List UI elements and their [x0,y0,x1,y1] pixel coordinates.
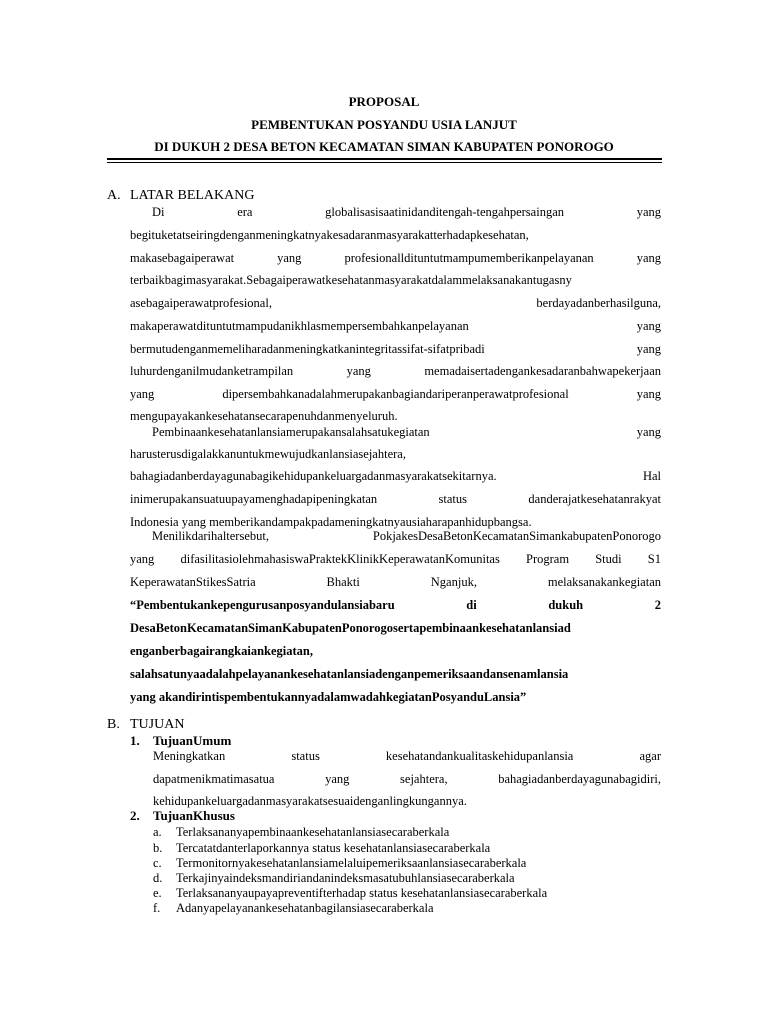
title-underline-thick [107,158,662,160]
quote-line: “Pembentukankepengurusanposyandulansiabaru di dukuh 2 [130,598,661,612]
paragraph-line: asebagaiperawatprofesional, berdayadanberhasilguna, [130,296,661,310]
item-text: Adanyapelayanankesehatanbagilansiasecaraberkala [176,901,434,915]
quote-line: DesaBetonKecamatanSimanKabupatenPonorogosertapembinaankesehatanlansiad [130,621,571,635]
section-a-letter: A. [107,188,121,203]
section-a-title: LATAR BELAKANG [130,188,255,203]
tujuan-khusus-title: TujuanKhusus [153,808,235,823]
paragraph-line: inimerupakansuatuupayamenghadapipeningkatan status danderajatkesehatanrakyat [130,492,661,506]
item-text: Termonitornyakesehatanlansiamelaluipemeriksaanlansiasecaraberkala [176,856,527,870]
paragraph-line: Menilikdarihaltersebut, PokjakesDesaBetonKecamatanSimankabupatenPonorogo [152,529,661,543]
item-letter: b. [153,841,163,855]
paragraph-line: Indonesia yang memberikandampakpadameningkatnyausiaharapanhidupbangsa. [130,515,532,529]
paragraph-line: bermutudenganmemeliharadanmeningkatkanintegritassifat-sifatpribadi yang [130,342,661,356]
item-text: Terkajinyaindeksmandiriandanindeksmasatubuhlansiasecaraberkala [176,871,515,885]
tujuan-khusus-number: 2. [130,808,140,823]
item-letter: e. [153,886,162,900]
tujuan-umum-line: kehidupankeluargadanmasyarakatsesuaidenganlingkungannya. [153,794,467,808]
section-b-letter: B. [107,717,120,732]
paragraph-line: harusterusdigalakkanuntukmewujudkanlansiasejahtera, [130,447,406,461]
paragraph-line: terbaikbagimasyarakat.Sebagaiperawatkesehatanmasyarakatdalammelaksanakantugasny [130,273,572,287]
item-letter: a. [153,825,162,839]
paragraph-line: yang difasilitasiolehmahasiswaPraktekKlinikKeperawatanKomunitas Program Studi S1 [130,552,661,566]
paragraph-line: mengupayakankesehatansecarapenuhdanmenyeluruh. [130,409,398,423]
item-letter: d. [153,871,163,885]
paragraph-line: yang dipersembahkanadalahmerupakanbagiandariperanperawatprofesional yang [130,387,661,401]
tujuan-umum-title: TujuanUmum [153,733,232,748]
quote-line: enganberbagairangkaiankegiatan, [130,644,314,658]
paragraph-line: begituketatseiringdenganmeningkatnyakesadaranmasyarakatterhadapkesehatan, [130,228,529,242]
section-b-title: TUJUAN [130,717,185,732]
item-text: Terlaksananyapembinaankesehatanlansiasecaraberkala [176,825,450,839]
quote-line: salahsatunyaadalahpelayanankesehatanlansiadenganpemeriksaandansenamlansia [130,667,569,681]
quote-line: yang akandirintispembentukannyadalamwadahkegiatanPosyanduLansia” [130,690,527,704]
title-underline-thin [107,162,662,163]
paragraph-line: makasebagaiperawat yang profesionalldituntutmampumemberikanpelayanan yang [130,251,661,265]
tujuan-umum-number: 1. [130,733,140,748]
document-subtitle: PEMBENTUKAN POSYANDU USIA LANJUT [251,117,517,132]
paragraph-line: makaperawatdituntutmampudanikhlasmempersembahkanpelayanan yang [130,319,661,333]
item-letter: f. [153,901,161,915]
tujuan-umum-line: dapatmenikmatimasatua yang sejahtera, bahagiadanberdayagunabagidiri, [153,772,661,786]
item-letter: c. [153,856,162,870]
item-text: Terlaksananyaupayapreventifterhadap status kesehatanlansiasecaraberkala [176,886,548,900]
document-title: PROPOSAL [348,94,420,109]
paragraph-line: Pembinaankesehatanlansiamerupakansalahsatukegiatan yang [152,425,661,439]
item-text: Tercatatdanterlaporkannya status kesehatanlansiasecaraberkala [176,841,491,855]
paragraph-line: bahagiadanberdayagunabagikehidupankeluargadanmasyarakatsekitarnya. Hal [130,469,661,483]
paragraph-line: Di era globalisasisaatinidanditengah-tengahpersaingan yang [152,205,661,219]
paragraph-line: luhurdenganilmudanketrampilan yang memadaisertadengankesadaranbahwapekerjaan [130,364,661,378]
paragraph-line: KeperawatanStikesSatria Bhakti Nganjuk, melaksanakankegiatan [130,575,661,589]
document-location: DI DUKUH 2 DESA BETON KECAMATAN SIMAN KABUPATEN PONOROGO [154,139,614,154]
tujuan-umum-line: Meningkatkan status kesehatandankualitaskehidupanlansia agar [153,749,661,763]
